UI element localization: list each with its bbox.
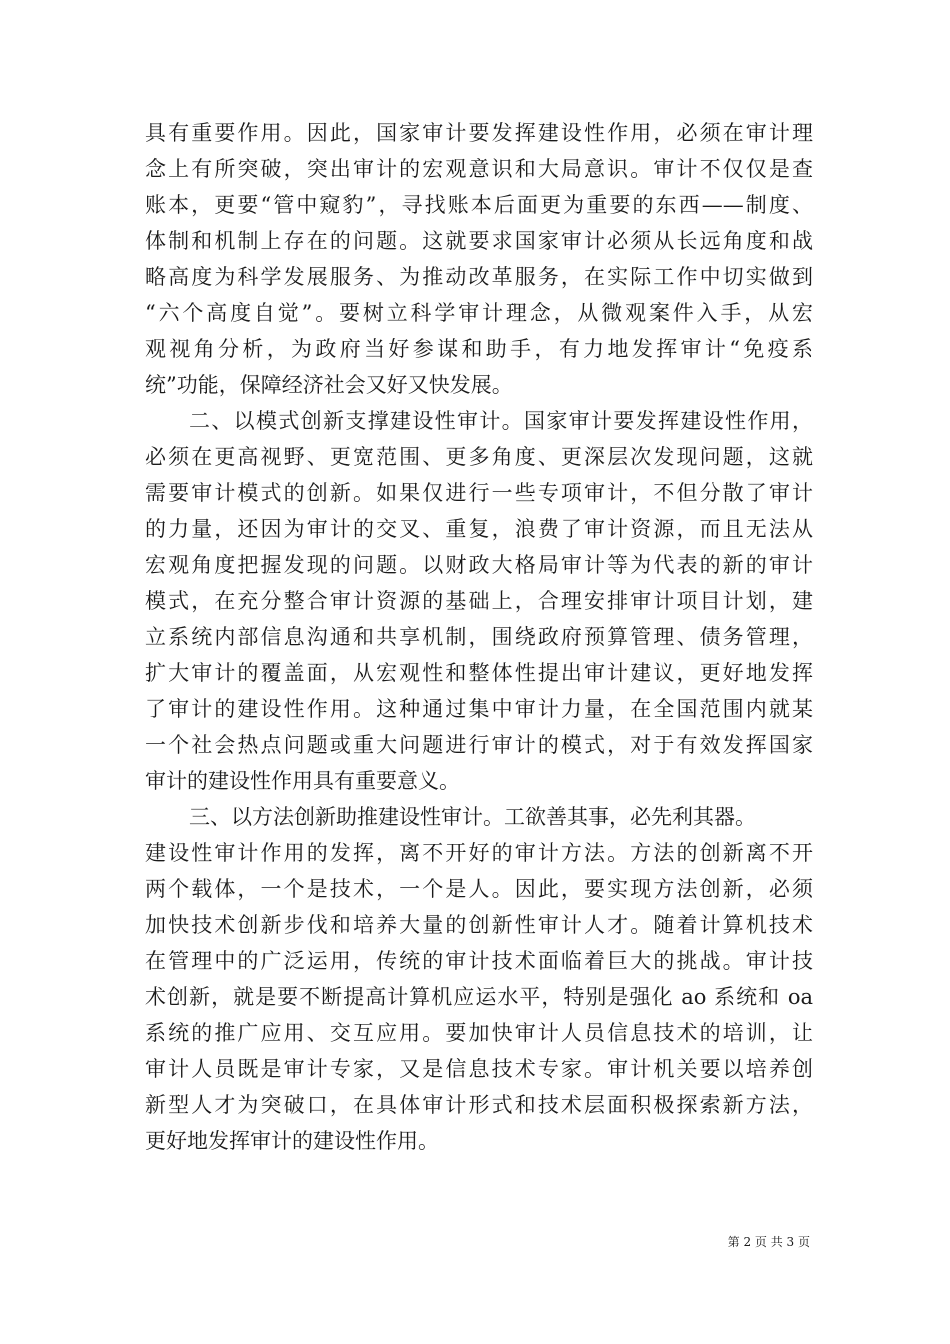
text-line: 更好地发挥审计的建设性作用。	[145, 1129, 439, 1153]
paragraph-2	[145, 403, 813, 799]
text-line: 新型人才为突破口，在具体审计形式和技术层面积极探索新方法，	[145, 1093, 813, 1117]
text-line: 审计的建设性作用具有重要意义。	[145, 769, 460, 793]
text-line: 建设性审计作用的发挥，离不开好的审计方法。方法的创新离不开	[145, 841, 813, 865]
text-line: 二、以模式创新支撑建设性审计。国家审计要发挥建设性作用，	[189, 409, 813, 433]
text-line: 略高度为科学发展服务、为推动改革服务，在实际工作中切实做到	[145, 265, 813, 289]
text-line: 系统的推广应用、交互应用。要加快审计人员信息技术的培训，让	[145, 1021, 813, 1045]
document-body	[145, 115, 813, 1159]
text-line: 扩大审计的覆盖面，从宏观性和整体性提出审计建议，更好地发挥	[145, 661, 813, 685]
paragraph-3	[145, 799, 813, 1159]
text-line: 术创新，就是要不断提高计算机应运水平，特别是强化 ao 系统和 oa	[145, 985, 813, 1009]
text-line: 账本，更要“管中窥豹”，寻找账本后面更为重要的东西——制度、	[145, 193, 813, 217]
text-line: 宏观角度把握发现的问题。以财政大格局审计等为代表的新的审计	[145, 553, 813, 577]
page-number-footer: 第 2 页 共 3 页	[727, 1235, 810, 1249]
paragraph-1	[145, 115, 813, 403]
text-line: 审计人员既是审计专家，又是信息技术专家。审计机关要以培养创	[145, 1057, 813, 1081]
text-line: 观视角分析，为政府当好参谋和助手，有力地发挥审计“免疫系	[145, 337, 813, 361]
text-line: 体制和机制上存在的问题。这就要求国家审计必须从长远角度和战	[145, 229, 813, 253]
text-line: 统”功能，保障经济社会又好又快发展。	[145, 373, 513, 397]
text-line: 的力量，还因为审计的交叉、重复，浪费了审计资源，而且无法从	[145, 517, 813, 541]
text-line: 模式，在充分整合审计资源的基础上，合理安排审计项目计划，建	[145, 589, 813, 613]
text-line: 需要审计模式的创新。如果仅进行一些专项审计，不但分散了审计	[145, 481, 813, 505]
text-line: 了审计的建设性作用。这种通过集中审计力量，在全国范围内就某	[145, 697, 813, 721]
text-line: 加快技术创新步伐和培养大量的创新性审计人才。随着计算机技术	[145, 913, 813, 937]
text-line: 立系统内部信息沟通和共享机制，围绕政府预算管理、债务管理，	[145, 625, 813, 649]
text-line: 念上有所突破，突出审计的宏观意识和大局意识。审计不仅仅是查	[145, 157, 813, 181]
text-line: “六个高度自觉”。要树立科学审计理念，从微观案件入手，从宏	[145, 301, 813, 325]
text-line: 一个社会热点问题或重大问题进行审计的模式，对于有效发挥国家	[145, 733, 813, 757]
text-line: 两个载体，一个是技术，一个是人。因此，要实现方法创新，必须	[145, 877, 813, 901]
text-line: 三、以方法创新助推建设性审计。工欲善其事，必先利其器。	[189, 805, 756, 829]
text-line: 必须在更高视野、更宽范围、更多角度、更深层次发现问题，这就	[145, 445, 813, 469]
text-line: 具有重要作用。因此，国家审计要发挥建设性作用，必须在审计理	[145, 121, 813, 145]
text-line: 在管理中的广泛运用，传统的审计技术面临着巨大的挑战。审计技	[145, 949, 813, 973]
